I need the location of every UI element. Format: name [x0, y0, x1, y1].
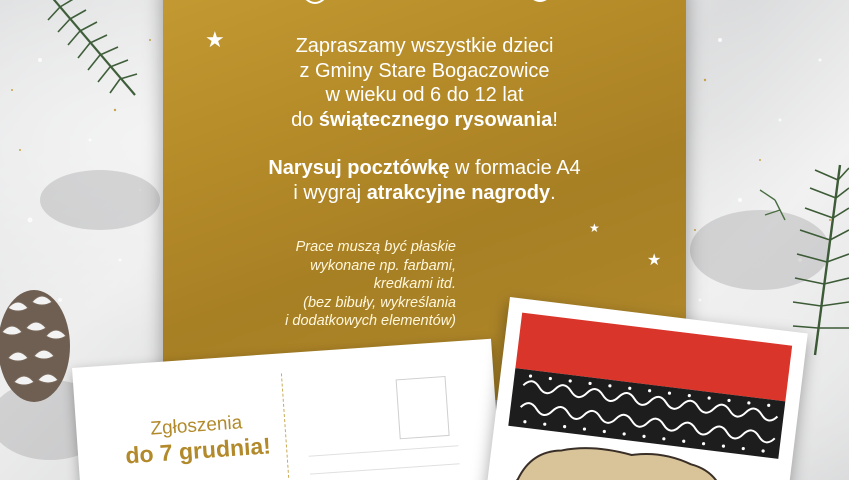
star-icon: ★ [647, 250, 662, 269]
rules-line-3: kredkami itd. [373, 276, 456, 292]
star-icon: ★ [589, 221, 600, 235]
pine-cone [0, 278, 76, 408]
contest-line-1 [163, 156, 686, 181]
contest-line-2-suffix: . [550, 181, 556, 204]
address-line [310, 463, 460, 474]
rules-line-2: wykonane np. farbami, [310, 257, 456, 274]
stamp-box [396, 376, 450, 439]
deadline-date: do 7 grudnia! [124, 432, 272, 469]
fir-branch-top-left [40, 0, 150, 110]
invitation-line-1: Zapraszamy wszystkie dzieci [295, 35, 554, 57]
deadline-block [116, 410, 279, 470]
contest-line-1-rest: w formacie A4 [449, 157, 581, 179]
invitation-line-4 [163, 108, 686, 133]
contest-line-2 [163, 181, 686, 206]
invitation-line-4-bold: świątecznego rysowania [318, 108, 553, 131]
postcard-divider [281, 373, 290, 480]
invitation-line-4-suffix: ! [552, 108, 558, 131]
rules-line-5: i dodatkowych elementów) [285, 313, 456, 329]
rules-text [196, 238, 456, 331]
invitation-line-4-prefix: do [291, 108, 319, 131]
deadline-label: Zgłoszenia [149, 412, 243, 440]
invitation-text [163, 34, 686, 132]
contest-line-1-bold: Narysuj pocztówkę [268, 157, 450, 179]
contest-text [163, 156, 686, 205]
address-line [309, 445, 459, 456]
invitation-line-2: z Gminy Stare Bogaczowice [299, 59, 550, 82]
contest-line-2-bold: atrakcyjne nagrody [366, 181, 551, 204]
invitation-line-3: w wieku od 6 do 12 lat [325, 84, 524, 106]
ornament-swirl [300, 0, 560, 10]
rules-line-1: Prace muszą być płaskie [295, 239, 456, 255]
rules-line-4: (bez bibuły, wykreślania [303, 294, 456, 311]
contest-line-2-prefix: i wygraj [293, 181, 367, 204]
star-icon: ★ [205, 28, 225, 53]
